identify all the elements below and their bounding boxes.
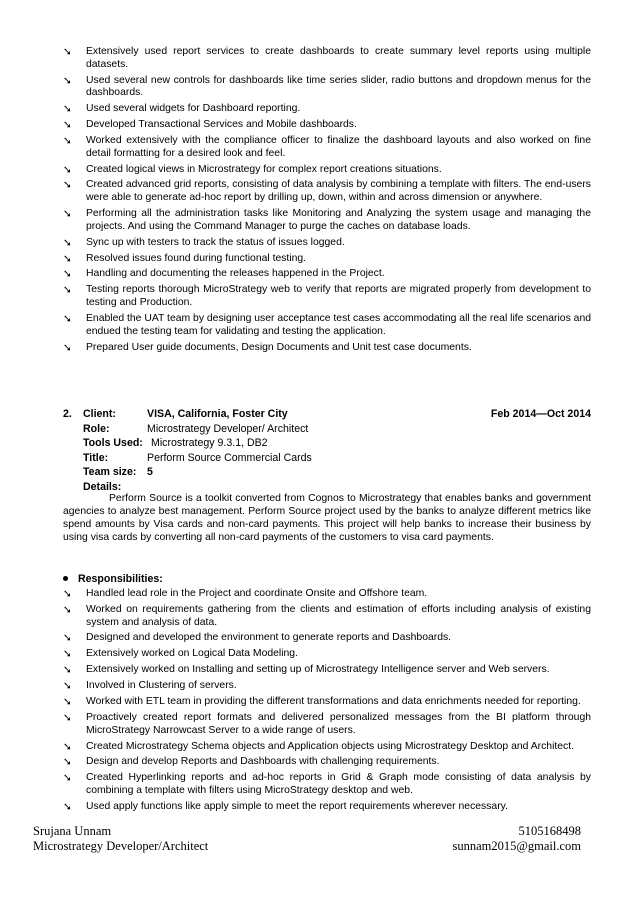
list-item-text: Performing all the administration tasks like Monitoring and Analyzing the system usage and managing the projects. And using the Command Manager to purge the caches on database loads.	[86, 208, 591, 232]
list-item	[63, 135, 591, 160]
client-row	[63, 407, 591, 422]
tools-label: Tools Used:	[83, 437, 143, 449]
responsibilities-list	[63, 588, 591, 817]
footer-phone: 5105168498	[518, 824, 581, 838]
list-item	[63, 588, 591, 601]
list-item	[63, 313, 591, 338]
list-item-text: Handling and documenting the releases happened in the Project.	[86, 268, 385, 280]
project-block	[63, 407, 591, 494]
list-item-text: Designed and developed the environment to generate reports and Dashboards.	[86, 632, 452, 644]
arrow-bullet-icon: ➘	[63, 740, 72, 753]
list-item-text: Created Microstrategy Schema objects and Application objects using Microstrategy Desktop and Architect.	[86, 740, 575, 752]
arrow-bullet-icon: ➘	[63, 163, 72, 176]
arrow-bullet-icon: ➘	[63, 772, 72, 785]
list-item	[63, 664, 591, 677]
list-item	[63, 741, 591, 754]
responsibilities-heading	[63, 573, 163, 585]
arrow-bullet-icon: ➘	[63, 800, 72, 813]
arrow-bullet-icon: ➘	[63, 74, 72, 87]
list-item	[63, 164, 591, 177]
footer-name: Srujana Unnam	[33, 824, 112, 838]
title-label: Title:	[83, 451, 109, 464]
list-item-text: Prepared User guide documents, Design Documents and Unit test case documents.	[86, 341, 472, 353]
list-item	[63, 604, 591, 629]
list-item-text: Involved in Clustering of servers.	[86, 680, 237, 692]
project-details-text: Perform Source is a toolkit converted from Cognos to Microstrategy that enables banks and government agencies to analyze best management. Perform Source project used by the banks to analyze different metrics like spend amounts by Visa cards and non-card payments. This project will help banks to increase their business by using visa cards by converting all non-card payments of the customers to visa card payments.	[63, 493, 591, 543]
list-item-text: Testing reports thorough MicroStrategy web to verify that reports are migrated properly from development to testing and Production.	[86, 284, 591, 309]
list-item	[63, 284, 591, 309]
arrow-bullet-icon: ➘	[63, 696, 72, 709]
experience-bullet-list	[63, 46, 591, 357]
list-item	[63, 179, 591, 204]
list-item	[63, 342, 591, 355]
arrow-bullet-icon: ➘	[63, 134, 72, 147]
details-row	[63, 480, 591, 495]
arrow-bullet-icon: ➘	[63, 119, 72, 132]
client-value: VISA, California, Foster City	[147, 408, 288, 420]
bullet-dot-icon	[63, 576, 68, 581]
list-item-text: Handled lead role in the Project and coordinate Onsite and Offshore team.	[86, 588, 428, 599]
list-item	[63, 696, 591, 709]
list-item	[63, 632, 591, 645]
arrow-bullet-icon: ➘	[63, 236, 72, 249]
list-item	[63, 103, 591, 116]
arrow-bullet-icon: ➘	[63, 680, 72, 693]
arrow-bullet-icon: ➘	[63, 252, 72, 265]
client-label: Client:	[83, 408, 116, 420]
list-item	[63, 75, 591, 100]
footer-email: sunnam2015@gmail.com	[452, 839, 581, 853]
list-item	[63, 772, 591, 797]
arrow-bullet-icon: ➘	[63, 284, 72, 297]
list-item	[63, 268, 591, 281]
arrow-bullet-icon: ➘	[63, 756, 72, 769]
list-item	[63, 119, 591, 132]
page-footer	[33, 824, 581, 854]
list-item	[63, 712, 591, 737]
arrow-bullet-icon: ➘	[63, 46, 72, 58]
list-item	[63, 648, 591, 661]
list-item-text: Extensively worked on Installing and setting up of Microstrategy Intelligence server and Web servers.	[86, 664, 550, 676]
list-item-text: Used several widgets for Dashboard reporting.	[86, 103, 301, 115]
arrow-bullet-icon: ➘	[63, 341, 72, 354]
role-value: Microstrategy Developer/ Architect	[147, 422, 309, 435]
list-item-text: Extensively worked on Logical Data Modeling.	[86, 648, 298, 660]
list-item-text: Created Hyperlinking reports and ad-hoc reports in Grid & Graph mode consisting of data analysis by combining a template with filters using MicroStrategy desktop and web.	[86, 772, 591, 797]
list-item-text: Created logical views in Microstrategy for complex report creations situations.	[86, 163, 442, 175]
list-item	[63, 208, 591, 233]
title-value: Perform Source Commercial Cards	[147, 451, 312, 464]
project-number: 2.	[63, 408, 72, 420]
arrow-bullet-icon: ➘	[63, 103, 72, 116]
list-item-text: Extensively used report services to create dashboards to create summary level reports using multiple datasets.	[86, 46, 591, 70]
details-label: Details:	[83, 480, 122, 493]
arrow-bullet-icon: ➘	[63, 711, 72, 724]
tools-row	[63, 436, 591, 451]
list-item-text: Worked with ETL team in providing the different transformations and data enrichments needed for reporting.	[86, 696, 581, 708]
project-dates: Feb 2014—Oct 2014	[490, 408, 591, 420]
arrow-bullet-icon: ➘	[63, 588, 72, 600]
list-item-text: Resolved issues found during functional testing.	[86, 252, 307, 264]
list-item-text: Used apply functions like apply simple to meet the report requirements wherever necessary.	[86, 800, 508, 812]
team-size-label: Team size:	[83, 466, 137, 478]
role-row	[63, 422, 591, 437]
arrow-bullet-icon: ➘	[63, 603, 72, 616]
list-item	[63, 237, 591, 250]
list-item-text: Proactively created report formats and delivered personalized messages from the BI platform through MicroStrategy Narrowcast Server to a wide range of users.	[86, 711, 591, 736]
list-item	[63, 46, 591, 71]
list-item-text: Worked extensively with the compliance officer to finalize the dashboard layouts and also worked on fine detail formatting for a desired look and feel.	[86, 134, 591, 159]
list-item-text: Sync up with testers to track the status of issues logged.	[86, 236, 345, 248]
list-item-text: Worked on requirements gathering from the clients and estimation of efforts including analysis of existing system and analysis of data.	[86, 603, 591, 628]
list-item-text: Developed Transactional Services and Mobile dashboards.	[86, 119, 357, 131]
arrow-bullet-icon: ➘	[63, 268, 72, 281]
list-item-text: Created advanced grid reports, consisting of data analysis by combining a template with filters. The end-users were able to generate ad-hoc report by drilling up, down, within and across dimension or anywhere.	[86, 179, 591, 204]
list-item-text: Design and develop Reports and Dashboards with challenging requirements.	[86, 756, 440, 768]
team-size-row	[63, 465, 591, 480]
list-item-text: Enabled the UAT team by designing user acceptance test cases accommodating all the real life scenarios and endued the testing team for validating and testing the application.	[86, 312, 592, 337]
title-row	[63, 451, 591, 466]
arrow-bullet-icon: ➘	[63, 312, 72, 325]
team-size-value: 5	[147, 466, 153, 478]
arrow-bullet-icon: ➘	[63, 632, 72, 645]
arrow-bullet-icon: ➘	[63, 648, 72, 661]
responsibilities-heading-text: Responsibilities:	[78, 573, 163, 585]
footer-title: Microstrategy Developer/Architect	[33, 839, 209, 853]
list-item	[63, 680, 591, 693]
arrow-bullet-icon: ➘	[63, 664, 72, 677]
list-item	[63, 253, 591, 266]
role-label: Role:	[83, 422, 110, 435]
arrow-bullet-icon: ➘	[63, 179, 72, 192]
list-item	[63, 801, 591, 814]
tools-value: Microstrategy 9.3.1, DB2	[151, 437, 268, 449]
arrow-bullet-icon: ➘	[63, 208, 72, 221]
list-item	[63, 756, 591, 769]
list-item-text: Used several new controls for dashboards like time series slider, radio buttons and dropdown menus for the dashboards.	[86, 74, 591, 99]
